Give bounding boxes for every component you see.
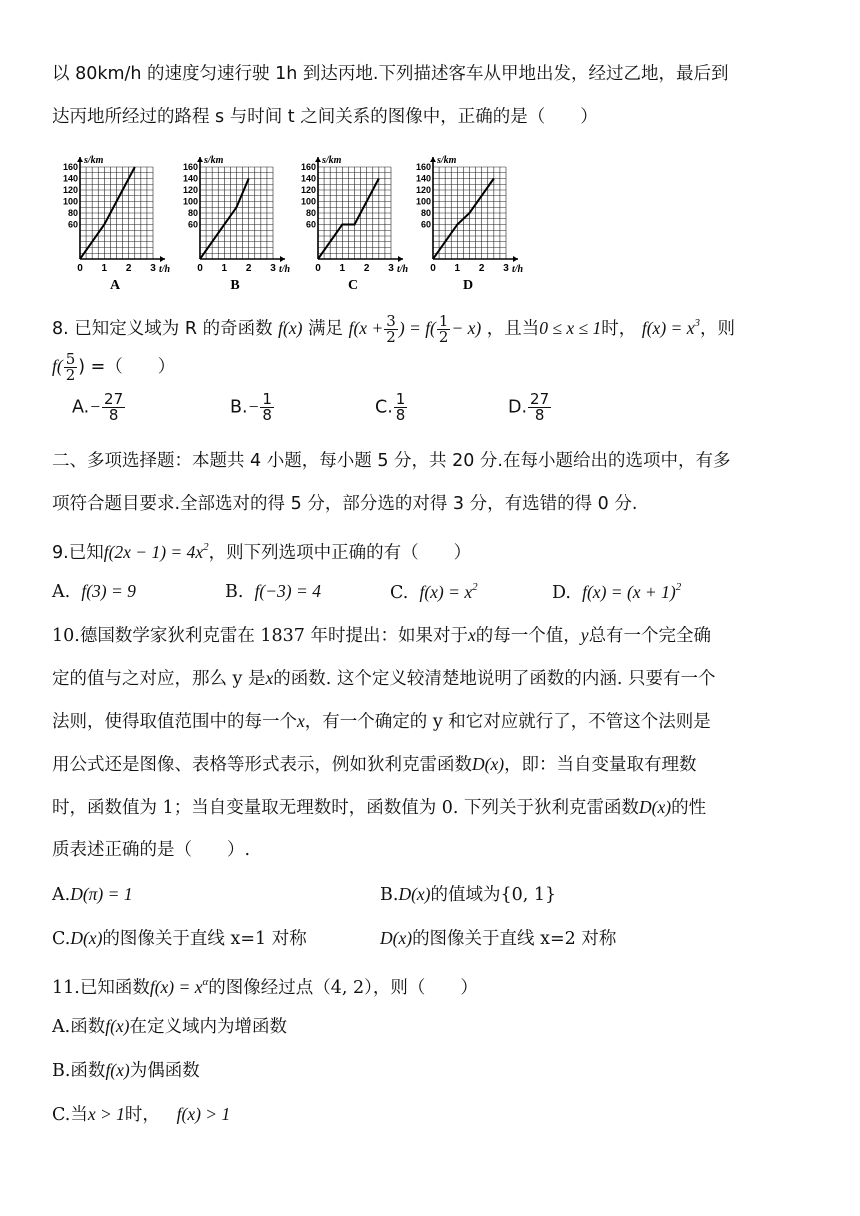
x-tick-label: 0 bbox=[315, 263, 321, 274]
y-tick-label: 80 bbox=[67, 208, 78, 218]
q8-option-b: B.− $\frac{1}{8}$ bbox=[230, 390, 272, 424]
graph-option-letter: A bbox=[109, 278, 121, 293]
q8-stem-a: 已知定义域为 R 的奇函数 bbox=[74, 319, 273, 339]
y-tick-label: 60 bbox=[67, 219, 78, 230]
q10-option-d-dx: D(x) bbox=[380, 928, 413, 948]
fraction: $\frac{1}{8}$ bbox=[262, 390, 272, 424]
q10-option-c: C.D(x)的图像关于直线 x=1 对称 bbox=[52, 928, 307, 949]
y-tick-label: 60 bbox=[420, 219, 431, 230]
y-tick-label: 120 bbox=[300, 185, 316, 195]
y-tick-label: 140 bbox=[300, 173, 316, 184]
q11-fx: f(x) = x bbox=[149, 977, 203, 997]
y-axis-label: s/km bbox=[437, 155, 457, 166]
x-tick-label: 2 bbox=[478, 263, 485, 274]
q8-fx-def: f(x) = x bbox=[641, 318, 695, 338]
q9-stem-a: 9.已知 bbox=[52, 543, 104, 563]
y-tick-label: 140 bbox=[415, 173, 431, 184]
q10-line1 bbox=[52, 621, 711, 650]
q10-l3a: 法则，使得取值范围中的每一个 bbox=[52, 712, 297, 732]
y-tick-label: 140 bbox=[62, 173, 78, 184]
x-tick-label: 0 bbox=[430, 263, 436, 274]
q8-eq-mid: ) = f( bbox=[398, 318, 436, 338]
q9-option-a: A. f(3) = 9 bbox=[52, 581, 136, 602]
y-tick-label: 160 bbox=[300, 162, 316, 172]
q10-l2a: 定的值与之对应，那么 y 是 bbox=[52, 669, 266, 689]
q7-graph-c bbox=[298, 152, 423, 294]
y-axis-label: s/km bbox=[322, 155, 342, 166]
q11-option-c: C.当x > 1时， f(x) > 1 bbox=[52, 1104, 231, 1125]
q10-option-a: A.D(π) = 1 bbox=[52, 884, 133, 905]
q9-option-c: C. $f(x) = x^2$ bbox=[390, 581, 478, 603]
y-axis-label: s/km bbox=[84, 155, 104, 166]
q9-stem-b: ，则下列选项中正确的有（ ） bbox=[208, 543, 472, 563]
q11-option-b: B.函数f(x)为偶函数 bbox=[52, 1060, 200, 1081]
x-tick-label: 1 bbox=[101, 263, 108, 274]
q10-y: y bbox=[580, 625, 589, 645]
x-tick-label: 0 bbox=[197, 263, 203, 274]
q8-stem-c: ，且当 bbox=[486, 319, 540, 339]
q10-option-a-expr: D(π) = 1 bbox=[70, 884, 133, 904]
q8-ask-f: f( bbox=[52, 356, 63, 376]
q10-option-d: D(x)的图像关于直线 x=2 对称 bbox=[380, 928, 617, 949]
x-tick-label: 1 bbox=[454, 263, 461, 274]
q7-graph-a bbox=[60, 152, 185, 294]
y-tick-label: 60 bbox=[187, 219, 198, 230]
y-tick-label: 100 bbox=[182, 196, 198, 207]
x-tick-label: 2 bbox=[245, 263, 252, 274]
q10-l2b: 的函数. 这个定义较清楚地说明了函数的内涵. 只要有一个 bbox=[273, 669, 716, 689]
q8-exp: 3 bbox=[694, 317, 700, 329]
q8-ask bbox=[52, 352, 175, 383]
y-tick-label: 80 bbox=[305, 208, 316, 218]
y-tick-label: 160 bbox=[62, 162, 78, 172]
y-tick-label: 60 bbox=[305, 219, 316, 230]
y-tick-label: 80 bbox=[187, 208, 198, 218]
y-tick-label: 120 bbox=[182, 185, 198, 195]
q10-l5b: 的性 bbox=[671, 798, 707, 818]
graph-option-letter: C bbox=[347, 278, 359, 293]
q10-x-3: x bbox=[297, 711, 305, 731]
graph-option-letter: B bbox=[230, 278, 240, 293]
q10-l1b: 的每一个值， bbox=[475, 626, 581, 646]
q10-l1a: 10.德国数学家狄利克雷在 1837 年时提出：如果对于 bbox=[52, 626, 468, 646]
q10-dx-2: D(x) bbox=[639, 797, 672, 817]
q10-option-b: B.D(x)的值域为{0, 1} bbox=[380, 884, 557, 905]
x-tick-label: 3 bbox=[150, 263, 156, 274]
q8-option-c: C. $\frac{1}{8}$ bbox=[375, 390, 406, 424]
x-tick-label: 3 bbox=[388, 263, 394, 274]
y-tick-label: 120 bbox=[62, 185, 78, 195]
x-tick-label: 3 bbox=[503, 263, 509, 274]
q8-stem-d: 时， bbox=[601, 319, 637, 339]
y-tick-label: 160 bbox=[182, 162, 198, 172]
q9-option-d: D. $f(x) = (x + 1)^2$ bbox=[552, 581, 682, 603]
q10-option-c-dx: D(x) bbox=[70, 928, 103, 948]
y-tick-label: 100 bbox=[300, 196, 316, 207]
x-axis-label: t/h bbox=[512, 264, 524, 275]
x-axis-label: t/h bbox=[397, 264, 409, 275]
y-axis-label: s/km bbox=[204, 155, 224, 166]
x-tick-label: 2 bbox=[363, 263, 370, 274]
q10-option-b-dx: D(x) bbox=[398, 884, 431, 904]
q8-frac-1-2: $\frac{1}{2}$ bbox=[438, 312, 449, 346]
q10-x-1: x bbox=[468, 625, 476, 645]
q8-ask-close: ) =（ ） bbox=[78, 357, 176, 377]
q11-alpha: α bbox=[202, 976, 209, 988]
y-tick-label: 140 bbox=[182, 173, 198, 184]
q8-option-d: D. $\frac{27}{8}$ bbox=[508, 390, 550, 424]
q7-graph-b bbox=[180, 152, 305, 294]
y-tick-label: 160 bbox=[415, 162, 431, 172]
q7-graph-d bbox=[413, 152, 538, 294]
fraction: $\frac{1}{8}$ bbox=[395, 390, 406, 424]
q10-dx-1: D(x) bbox=[472, 754, 505, 774]
q7-text-line2: 达丙地所经过的路程 s 与时间 t 之间关系的图像中，正确的是（ ） bbox=[52, 107, 598, 127]
x-tick-label: 2 bbox=[125, 263, 132, 274]
x-axis-label: t/h bbox=[159, 264, 171, 275]
fraction: $\frac{27}{8}$ bbox=[530, 390, 550, 424]
q11-option-a: A.函数f(x)在定义域内为增函数 bbox=[52, 1016, 287, 1037]
q10-l4a: 用公式还是图像、表格等形式表示，例如狄利克雷函数 bbox=[52, 755, 472, 775]
q10-l3b: ，有一个确定的 y 和它对应就行了，不管这个法则是 bbox=[304, 712, 711, 732]
q10-line4 bbox=[52, 750, 697, 779]
y-tick-label: 100 bbox=[415, 196, 431, 207]
q10-line5 bbox=[52, 793, 706, 822]
q10-line2 bbox=[52, 664, 716, 693]
q10-x-2: x bbox=[265, 668, 274, 688]
q8-condition: 0 ≤ x ≤ 1 bbox=[539, 318, 602, 338]
q8-option-a: A.− $\frac{27}{8}$ bbox=[72, 390, 124, 424]
section2-heading-line1: 二、多项选择题：本题共 4 小题，每小题 5 分，共 20 分.在每小题给出的选项中，有多 bbox=[52, 451, 731, 471]
fraction: $\frac{27}{8}$ bbox=[104, 390, 124, 424]
q8-eq-left: f(x + bbox=[348, 318, 384, 338]
section2-heading-line2: 项符合题目要求.全部选对的得 5 分，部分选的对得 3 分，有选错的得 0 分. bbox=[52, 494, 638, 514]
q11-stem: 11.已知函数$f(x) = x^\alpha$的图像经过点（4, 2），则（ ） bbox=[52, 976, 478, 998]
q10-l5a: 时，函数值为 1；当自变量取无理数时，函数值为 0. 下列关于狄利克雷函数 bbox=[52, 798, 640, 818]
y-tick-label: 100 bbox=[62, 196, 78, 207]
q10-line3 bbox=[52, 707, 711, 736]
q9-option-b: B. f(−3) = 4 bbox=[225, 581, 321, 602]
q8-frac-5-2: $\frac{5}{2}$ bbox=[65, 350, 76, 384]
graph-option-letter: D bbox=[462, 278, 474, 293]
q8-eq-right: − x) bbox=[451, 318, 482, 338]
q8-stem-b: 满足 bbox=[308, 319, 344, 339]
q8-stem-e: ，则 bbox=[699, 319, 735, 339]
y-tick-label: 80 bbox=[420, 208, 431, 218]
q9-exp: 2 bbox=[203, 541, 209, 553]
q8-number: 8. bbox=[52, 319, 69, 339]
q8-stem bbox=[52, 309, 735, 345]
y-tick-label: 120 bbox=[415, 185, 431, 195]
q8-frac-3-2: $\frac{3}{2}$ bbox=[386, 312, 396, 346]
q9-eq: f(2x − 1) = 4x bbox=[103, 542, 204, 562]
x-tick-label: 1 bbox=[339, 263, 346, 274]
x-tick-label: 1 bbox=[221, 263, 228, 274]
q8-fx: f(x) bbox=[278, 318, 303, 338]
x-tick-label: 0 bbox=[77, 263, 83, 274]
q7-text-line1: 以 80km/h 的速度匀速行驶 1h 到达丙地.下列描述客车从甲地出发，经过乙地，最后到 bbox=[52, 64, 729, 84]
x-tick-label: 3 bbox=[270, 263, 276, 274]
q9-stem bbox=[52, 533, 471, 567]
q10-line6: 质表述正确的是（ ）. bbox=[52, 840, 251, 860]
x-axis-label: t/h bbox=[279, 264, 291, 275]
q10-l1c: 总有一个完全确 bbox=[588, 626, 712, 646]
q10-l4b: ，即：当自变量取有理数 bbox=[504, 755, 697, 775]
